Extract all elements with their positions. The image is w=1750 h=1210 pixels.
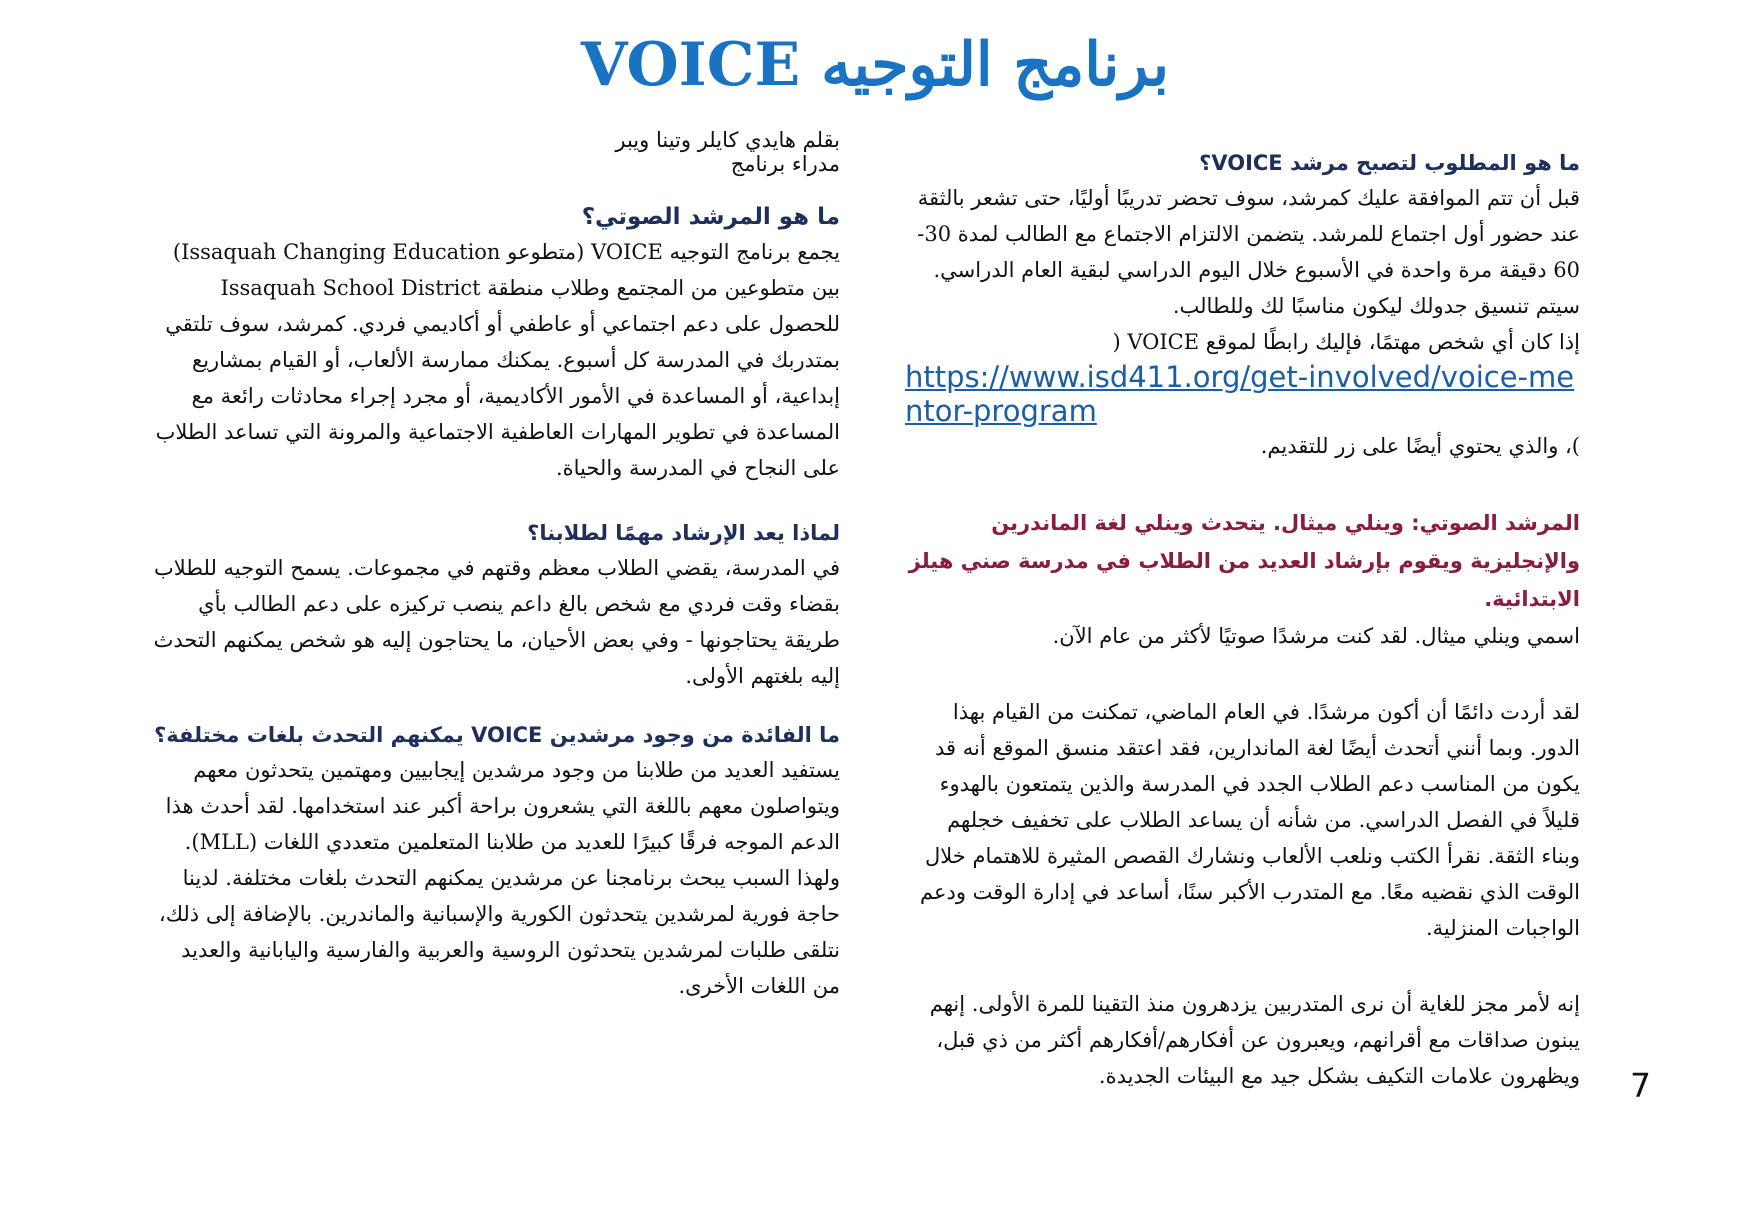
byline-authors: بقلم هايدي كايلر وتينا ويبر: [615, 128, 840, 152]
interest-paragraph: [905, 324, 1580, 464]
mentor-heading: المرشد الصوتي: وينلي ميثال. يتحدث وينلي لغة الماندرين والإنجليزية ويقوم بإرشاد العديد من الطلاب في مدرسة صني هيلز الابتدائية.: [908, 511, 1580, 611]
section-body: يستفيد العديد من طلابنا من وجود مرشدين إيجابيين ومهتمين يتحدثون معهم ويتواصلون معهم باللغة التي يشعرون براحة أكبر عند استخدامها. لقد أحدث هذا الدعم الموجه فرقًا كبيرًا للعديد من طلابنا المتعلمين متعددي اللغات (MLL). ولهذا السبب يبحث برنامجنا عن مرشدين يمكنهم التحدث بلغات مختلفة. لدينا حاجة فورية لمرشدين يتحدثون الكورية والإسبانية والماندرين. بالإضافة إلى ذلك، نتلقى طلبات لمرشدين يتحدثون الروسية والعربية والفارسية واليابانية والعديد من اللغات الأخرى.: [158, 758, 840, 998]
voice-program-link[interactable]: https://www.isd411.org/get-involved/voice-mentor-program: [905, 360, 1575, 428]
mentor-intro: اسمي وينلي ميثال. لقد كنت مرشدًا صوتيًا لأكثر من عام الآن.: [1052, 624, 1580, 648]
section-heading: ما الفائدة من وجود مرشدين VOICE يمكنهم التحدث بلغات مختلفة؟: [154, 723, 840, 747]
requirements-body: قبل أن تتم الموافقة عليك كمرشد، سوف تحضر تدريبًا أوليًا، حتى تشعر بالثقة عند حضور أول اجتماع للمرشد. يتضمن الالتزام الاجتماع مع الطالب لمدة 30-60 دقيقة مرة واحدة في الأسبوع خلال اليوم الدراسي لبقية العام الدراسي. سيتم تنسيق جدولك ليكون مناسبًا لك وللطالب.: [917, 186, 1580, 318]
section-body: في المدرسة، يقضي الطلاب معظم وقتهم في مجموعات. يسمح التوجيه للطلاب بقضاء وقت فردي مع شخص بالغ داعم ينصب تركيزه على دعم الطالب بأي طريقة يحتاجونها - وفي بعض الأحيان، ما يحتاجون إليه هو شخص يمكنهم التحدث إليه بلغتهم الأولى.: [153, 556, 840, 688]
byline: [150, 128, 840, 176]
section-what-is-mentor: [150, 202, 840, 486]
page-title: برنامج التوجيه VOICE: [580, 30, 1170, 100]
byline-role: مدراء برنامج: [730, 152, 840, 176]
section-why-mentoring: [150, 518, 840, 694]
section-heading: لماذا يعد الإرشاد مهمًا لطلابنا؟: [527, 521, 840, 545]
right-column: [905, 148, 1580, 1094]
section-heading: ما هو المرشد الصوتي؟: [581, 204, 840, 230]
interest-text-after: )، والذي يحتوي أيضًا على زر للتقديم.: [1260, 434, 1580, 458]
mentor-paragraph-2: لقد أردت دائمًا أن أكون مرشدًا. في العام الماضي، تمكنت من القيام بهذا الدور. وبما أنني أتحدث أيضًا لغة الماندارين، فقد اعتقد منسق الموقع أنه قد يكون من المناسب دعم الطلاب الجدد في المدرسة والذين يتمتعون بالهدوء قليلاً في الفصل الدراسي. من شأنه أن يساعد الطلاب على تخفيف خجلهم وبناء الثقة. نقرأ الكتب ونلعب الألعاب ونشارك القصص المثيرة للاهتمام خلال الوقت الذي نقضيه معًا. مع المتدرب الأكبر سنًا، أساعد في إدارة الوقت ودعم الواجبات المنزلية.: [919, 700, 1580, 940]
mentor-paragraph-3: إنه لأمر مجز للغاية أن نرى المتدربين يزدهرون منذ التقينا للمرة الأولى. إنهم يبنون صداقات مع أقرانهم، ويعبرون عن أفكارهم/أفكارهم أكثر من ذي قبل، ويظهرون علامات التكيف بشكل جيد مع البيئات الجديدة.: [929, 992, 1580, 1088]
left-column: [150, 128, 840, 1004]
interest-text-before: إذا كان أي شخص مهتمًا، فإليك رابطًا لموقع VOICE (: [1112, 330, 1580, 354]
section-body: يجمع برنامج التوجيه VOICE (متطوعو Issaquah Changing Education) بين متطوعين من المجتمع وطلاب منطقة Issaquah School District للحصول على دعم اجتماعي أو عاطفي أو أكاديمي فردي. كمرشد، سوف تلتقي بمتدربك في المدرسة كل أسبوع. يمكنك ممارسة الألعاب، أو القيام بمشاريع إبداعية، أو المساعدة في الأمور الأكاديمية، أو مجرد إجراء محادثات رائعة مع المساعدة في تطوير المهارات العاطفية الاجتماعية والمرونة التي تساعد الطلاب على النجاح في المدرسة والحياة.: [155, 240, 840, 480]
requirements-heading: ما هو المطلوب لتصبح مرشد VOICE؟: [1199, 151, 1580, 175]
page-number: 7: [1630, 1066, 1651, 1105]
section-multilingual-mentors: [150, 720, 840, 1004]
